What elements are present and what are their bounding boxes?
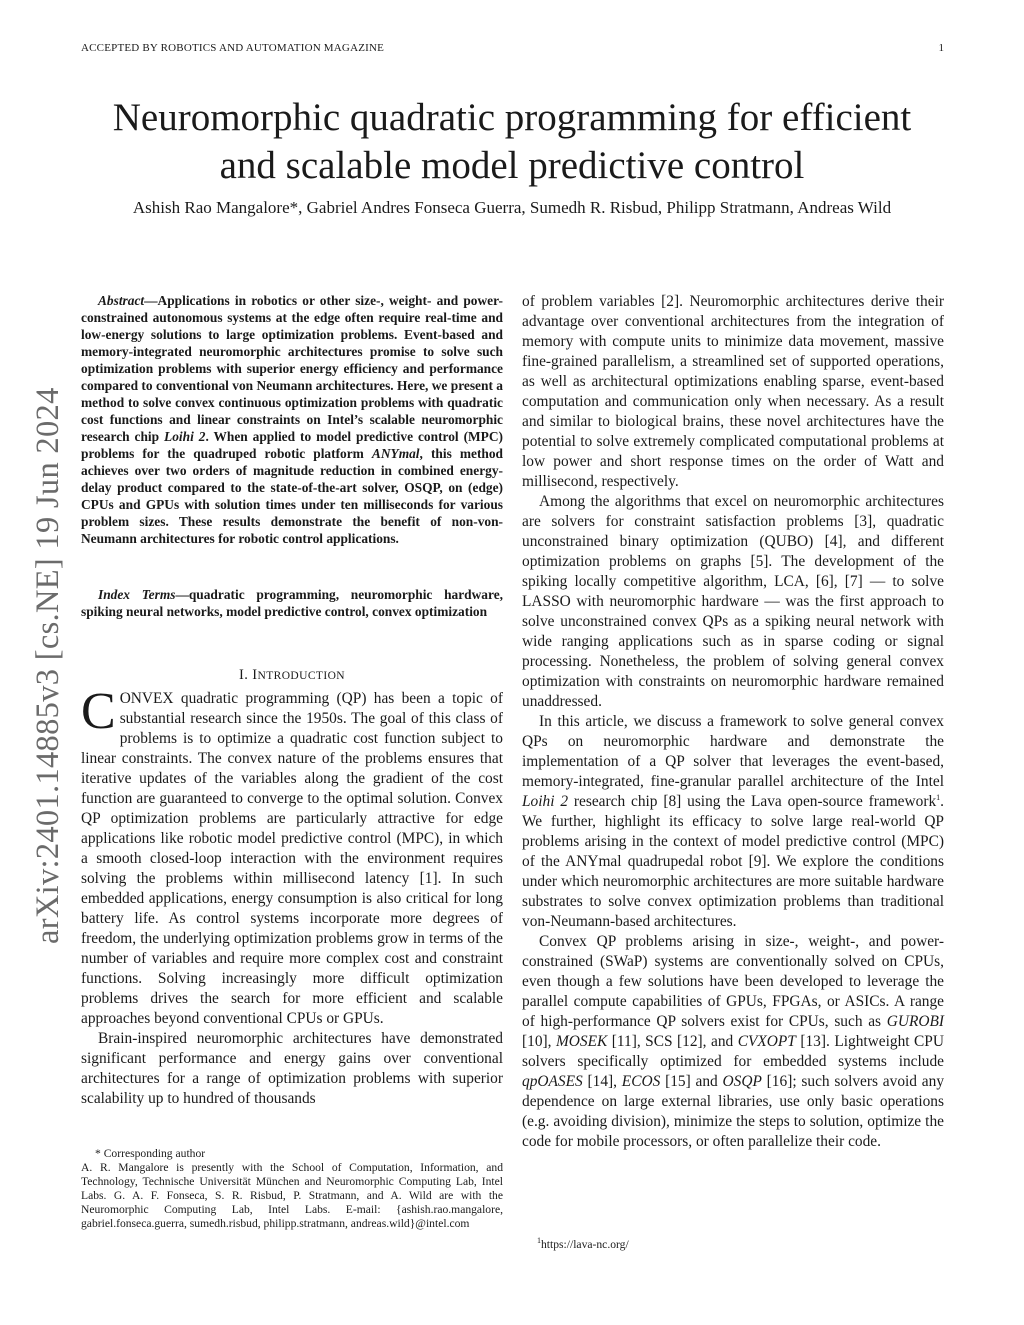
abstract (81, 292, 503, 547)
abstract-robot-name: ANYmal (371, 446, 420, 461)
index-terms (81, 586, 503, 620)
footnote-1-link[interactable]: https://lava-nc.org/ (541, 1238, 629, 1251)
p3-text-a: In this article, we discuss a framework to solve general convex QPs on neuromorphic hardware and demonstrate the implementation of a QP solver that leverages the event-based, memory-integrated, fine-granular parallel architecture of the Intel (522, 713, 944, 790)
footnote-corresponding: * Corresponding author (95, 1147, 206, 1160)
abstract-text-b: . When applied to model predictive control (MPC) problems for the quadruped robotic platform (81, 429, 503, 461)
intro-paragraph-1 (81, 683, 503, 1029)
page-number: 1 (938, 42, 944, 54)
author-list: Ashish Rao Mangalore*, Gabriel Andres Fonseca Guerra, Sumedh R. Risbud, Philipp Stratmann, Andreas Wild (132, 198, 892, 217)
solver-ecos: ECOS (621, 1073, 661, 1090)
right-column-text (522, 292, 944, 1152)
paper-title-line-2: and scalable model predictive control (219, 144, 805, 187)
paper-title (0, 94, 1024, 190)
right-paragraph-3 (522, 712, 944, 932)
p4-text-a: Convex QP problems arising in size-, weight-, and power-constrained (SWaP) systems are conventionally solved on CPUs, even though a few solutions have been developed to leverage the parallel compute capabilities of GPUs, FPGAs, or ASICs. A range of high-performance QP solvers exist for CPUs, such as (522, 933, 944, 1030)
index-terms-label: Index Terms (98, 587, 176, 602)
intro-paragraph-2: Brain-inspired neuromorphic architectures have demonstrated significant performance and energy gains over conventional architectures for a range of optimization problems with superior scalability up to hundred of thousands (81, 1030, 503, 1107)
solver-cvxopt: CVXOPT (737, 1033, 796, 1050)
p4-text-b: [10], (522, 1033, 556, 1050)
index-terms-text: —quadratic programming, neuromorphic hardware, spiking neural networks, model predictive control, convex optimization (81, 587, 503, 619)
right-paragraph-4 (522, 932, 944, 1152)
solver-osqp: OSQP (722, 1073, 762, 1090)
abstract-paragraph (81, 292, 503, 547)
solver-qpoases: qpOASES (522, 1073, 583, 1090)
drop-cap: C (81, 683, 116, 740)
solver-mosek: MOSEK (555, 1033, 608, 1050)
introduction-text (81, 683, 503, 1109)
p4-text-d: [13]. Lightweight CPU solvers specifically optimized for embedded systems include (522, 1033, 944, 1070)
footnotes-left (81, 1147, 503, 1231)
intro-p1-text: quadratic programming (QP) has been a topic of substantial research since the 1950s. The goal of this class of problems is to optimize a quadratic cost function subject to linear constraints. The convex nature of the problems ensures that iterative updates of the variables along the gradient of the cost function are guaranteed to converge to the optimal solution. Convex QP optimization problems are particularly attractive for edge applications like robotic model predictive control (MPC), in which a smooth closed-loop interaction with the environment requires solving the problems within millisecond latency [1]. In such embedded applications, energy consumption is also critical for long battery life. As control systems incorporate more degrees of freedom, the underlying optimization problems grow in terms of the number of variables and require more complex cost and constraint functions. Solving increasingly more difficult optimization problems drives the search for more efficient and scalable approaches beyond conventional CPUs or GPUs. (81, 690, 503, 1027)
p3-text-b: research chip [8] using the Lava open-source framework (568, 793, 937, 810)
footnote-lava (537, 1238, 629, 1251)
p4-text-f: [15] and (660, 1073, 723, 1090)
footnote-affiliation: A. R. Mangalore is presently with the School of Computation, Information, and Technology, Technische Universität München and Neuromorphic Computing Lab, Intel Labs. G. A. F. Fonseca, S. R. Risbud, P. Stratmann, and A. Wild are with the Neuromorphic Computing Lab, Intel Labs. E-mail: {ashish.rao.mangalore, gabriel.fonseca.guerra, sumedh.risbud, philipp.stratmann, andreas.wild}@intel.com (81, 1161, 503, 1230)
footnote-marker-1: 1 (936, 792, 941, 802)
solver-gurobi: GUROBI (886, 1013, 944, 1030)
section-number: I. (239, 667, 249, 683)
abstract-text-a: —Applications in robotics or other size-, weight- and power-constrained autonomous systems at the edge often require real-time and low-energy solutions to large optimization problems. Event-based and memory-integrated neuromorphic architectures promise to solve such optimization problems with superior energy efficiency and performance compared to conventional von Neumann architectures. Here, we present a method to solve convex continuous optimization problems with quadratic cost functions and linear constraints on Intel’s scalable neuromorphic research chip (81, 293, 503, 444)
abstract-text-c: , this method achieves over two orders of magnitude reduction in combined energy-delay product compared to the state-of-the-art solver, OSQP, on (edge) CPUs and GPUs with solution times under ten milliseconds for various problem sizes. These results demonstrate the benefit of non-von-Neumann architectures for robotic control applications. (81, 446, 503, 546)
p3-chip-name: Loihi 2 (522, 793, 569, 810)
arxiv-identifier: arXiv:2401.14885v3 [cs.NE] 19 Jun 2024 (30, 387, 66, 944)
abstract-chip-name: Loihi 2 (164, 429, 206, 444)
running-header: ACCEPTED BY ROBOTICS AND AUTOMATION MAGAZINE (81, 42, 385, 54)
right-paragraph-1: of problem variables [2]. Neuromorphic architectures derive their advantage over conventional architectures from the integration of memory with compute units to minimize data movement, massive fine-grained parallelism, a streamlined set of supported operations, as well as architectural optimizations enabling sparse, event-based computation and communication only when necessary. As a result and similar to biological brains, these novel architectures have the potential to solve extremely complicated computational problems at low power and short response times on the order of Watt and millisecond, respectively. (522, 293, 944, 490)
footnote-1-mark: 1 (537, 1236, 541, 1246)
p4-text-c: [11], SCS [12], and (607, 1033, 738, 1050)
right-paragraph-2: Among the algorithms that excel on neuromorphic architectures are solvers for constraint satisfaction problems [3], quadratic unconstrained binary optimization (QUBO) [4], and different optimization problems on graphs [5]. The development of the spiking locally competitive algorithm, LCA, [6], [7] — to solve LASSO with neuromorphic hardware — was the first approach to solve unconstrained convex QPs as a spiking neural network with wide ranging applications such as in sparse coding or signal processing. Nonetheless, the problem of solving general convex optimization with constraints on neuromorphic hardware remained unaddressed. (522, 493, 944, 710)
p4-text-e: [14], (582, 1073, 622, 1090)
abstract-label: Abstract (98, 293, 145, 308)
index-terms-paragraph (81, 586, 503, 620)
section-title-rest: NTRODUCTION (257, 670, 345, 682)
p3-text-c: . We further, highlight its efficacy to solve large real-world QP problems arising in the context of model predictive control (MPC) of the ANYmal quadrupedal robot [9]. We explore the conditions under which neuromorphic architectures are more suitable hardware substrates to solve convex optimization problems than traditional von-Neumann-based architectures. (522, 793, 944, 930)
intro-first-word: ONVEX (119, 690, 174, 707)
section-title-initial: I (252, 667, 258, 683)
p4-text-g: [16]; such solvers avoid any dependence on large external libraries, use only basic operations (e.g. avoiding division), minimize the steps to solution, optimize the code for mobile processors, or often parallelize their code. (522, 1073, 945, 1150)
section-heading-introduction (81, 667, 503, 684)
paper-title-line-1: Neuromorphic quadratic programming for efficient (112, 96, 912, 139)
